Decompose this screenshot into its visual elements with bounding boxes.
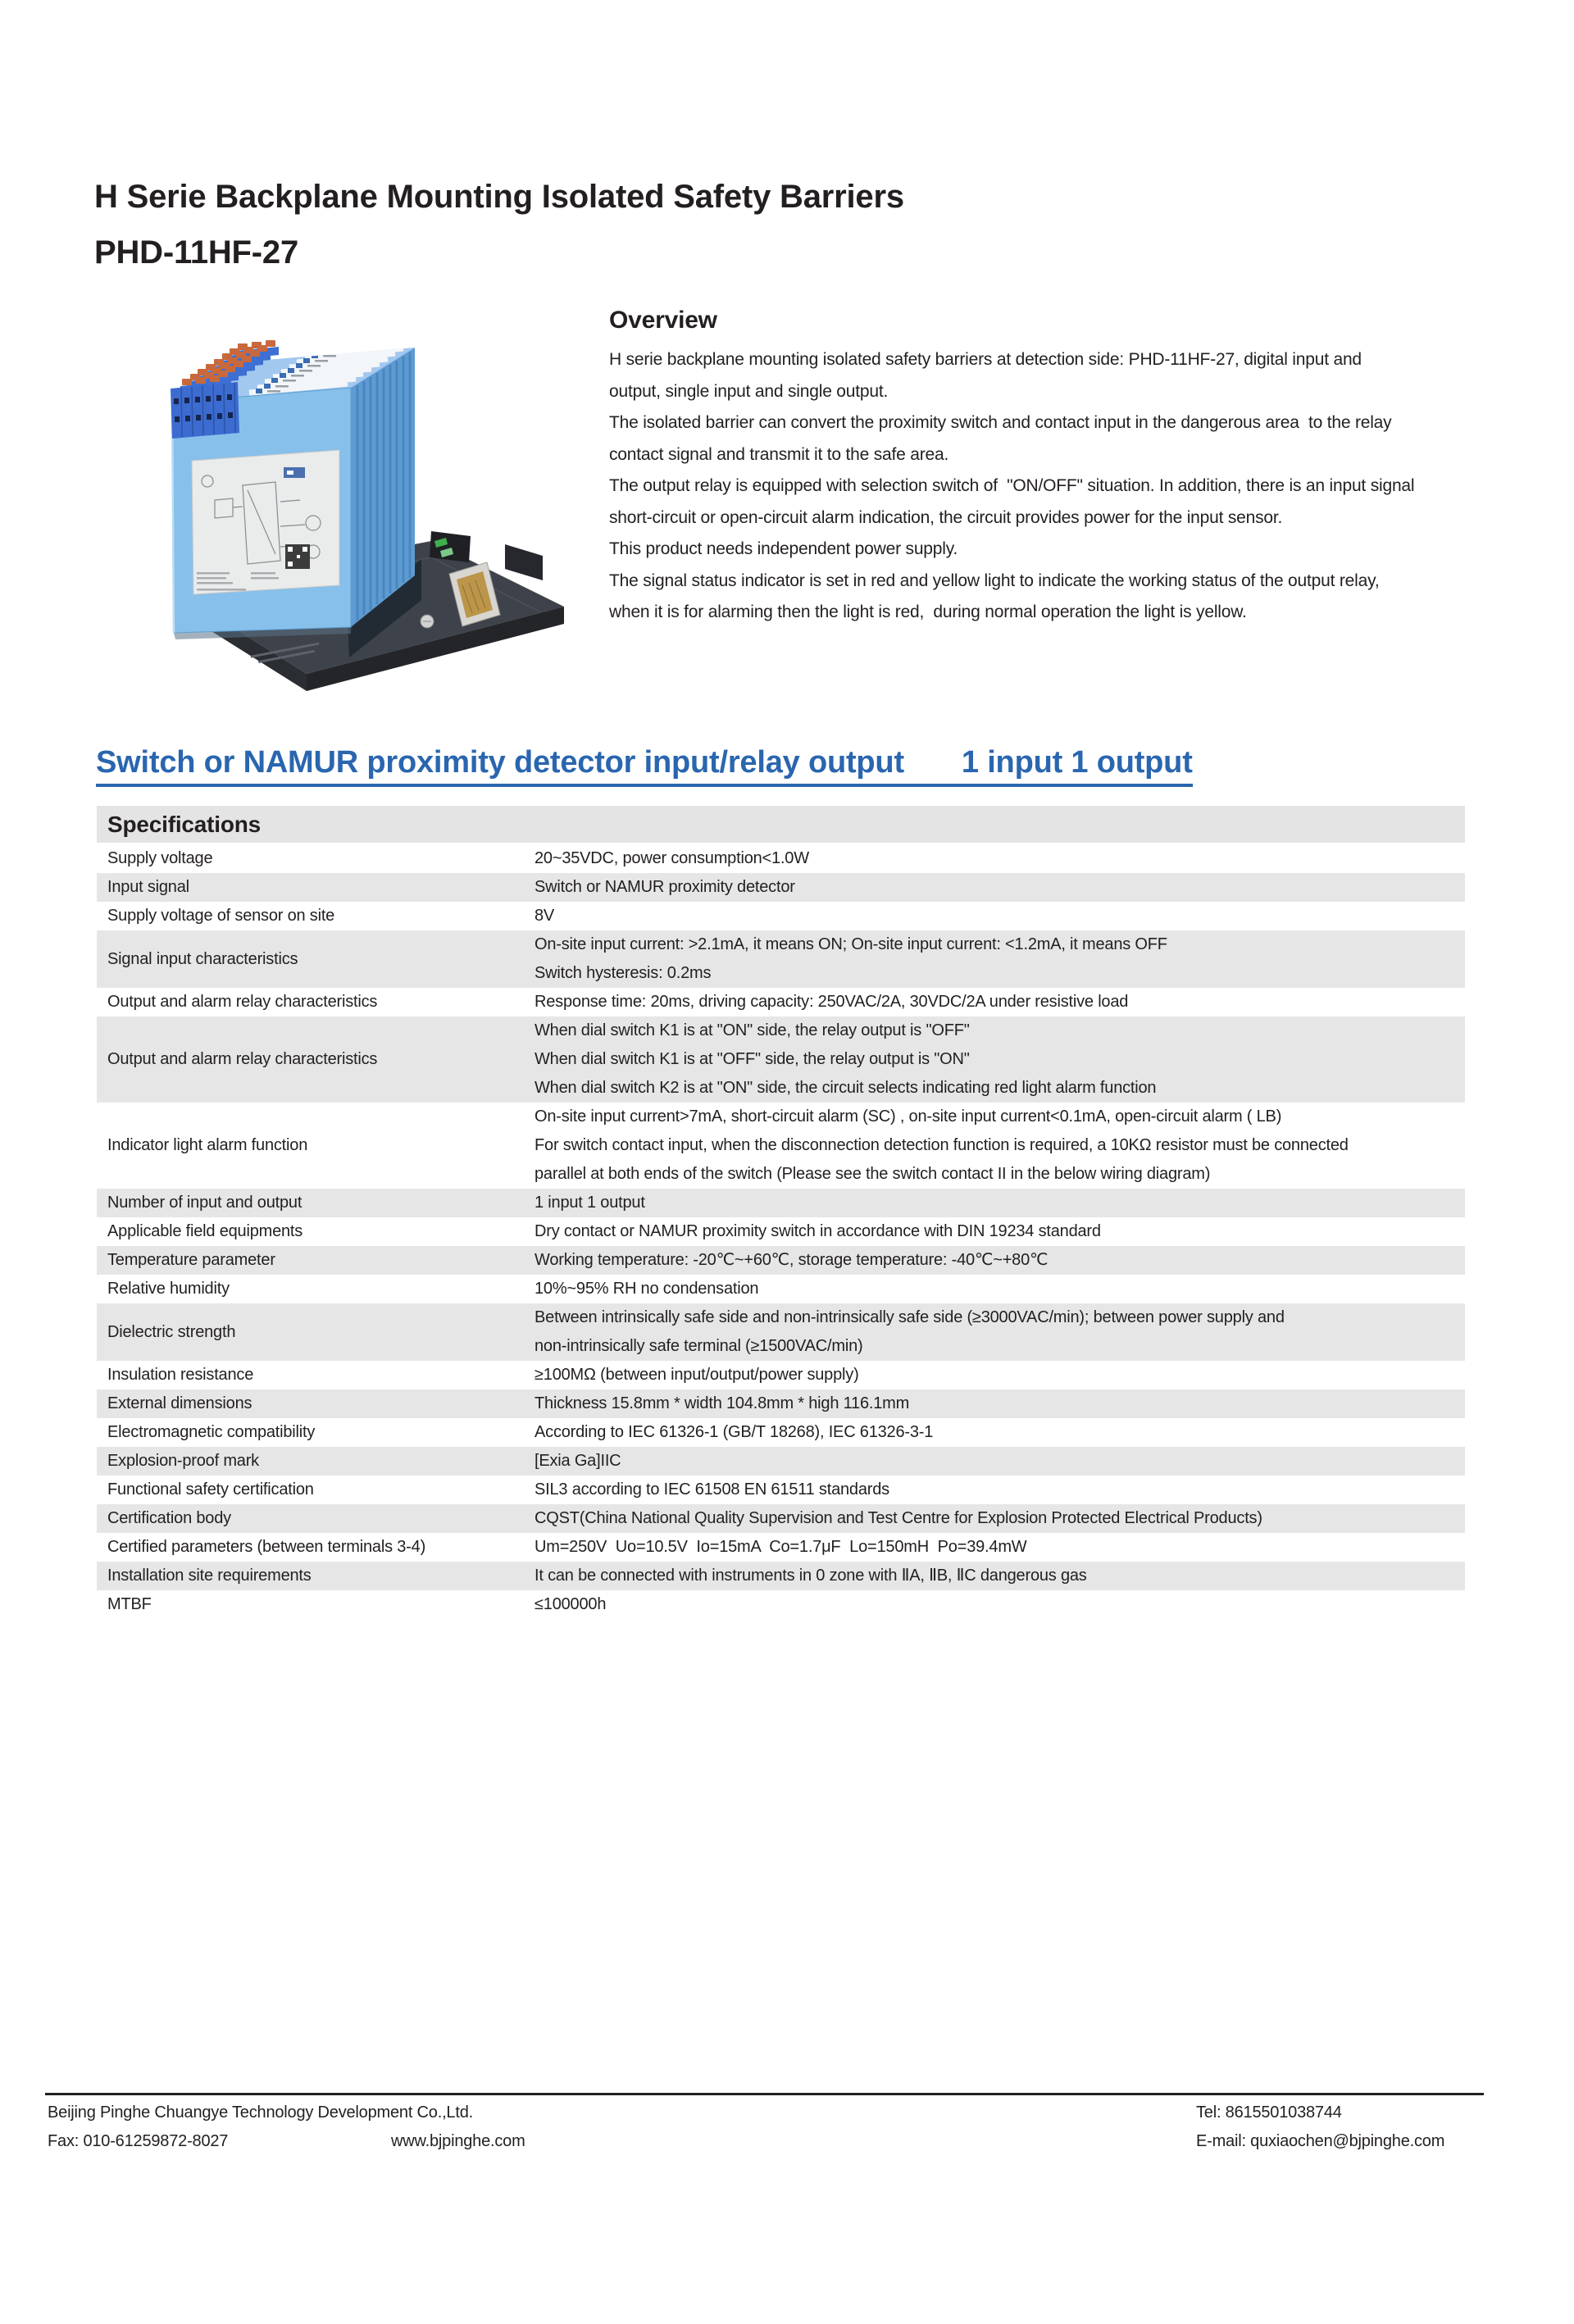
spec-row-value (535, 1533, 1026, 1562)
overview-paragraph: The signal status indicator is set in red and yellow light to indicate the working status of the output relay, when it is for alarming then the light is red, during normal operation the light is yellow. (609, 571, 1385, 621)
spec-row-value (535, 1476, 889, 1504)
spec-row-label: Electromagnetic compatibility (107, 1423, 316, 1441)
spec-row (97, 1016, 1465, 1103)
spec-row-label: External dimensions (107, 1394, 252, 1412)
spec-row-label: Certified parameters (between terminals 3-4) (107, 1538, 426, 1556)
spec-row (97, 902, 1465, 930)
spec-value-line: ≤100000h (535, 1595, 607, 1613)
front-label (192, 450, 339, 594)
spec-row-value (535, 1389, 909, 1418)
specifications-rows (97, 844, 1465, 1619)
footer-fax: Fax: 010-61259872-8027 (48, 2132, 229, 2150)
spec-row (97, 1303, 1465, 1361)
spec-value-line: 8V (535, 907, 555, 925)
spec-row (97, 1533, 1465, 1562)
spec-row-label: Temperature parameter (107, 1251, 275, 1269)
overview-paragraph: The output relay is equipped with selection switch of "ON/OFF" situation. In addition, there is an input signal short-circuit or open-circuit alarm indication, the circuit provides power for the input sensor. (609, 476, 1420, 527)
spec-row-value (535, 1418, 933, 1447)
spec-row-label: Installation site requirements (107, 1567, 312, 1585)
spec-row (97, 988, 1465, 1016)
spec-value-line: Thickness 15.8mm * width 104.8mm * high 116.1mm (535, 1394, 910, 1412)
module-stack (171, 340, 415, 639)
qr-code (285, 544, 310, 569)
overview-paragraph: H serie backplane mounting isolated safety barriers at detection side: PHD-11HF-27, digital input and output, single input and single output. (609, 350, 1367, 401)
spec-row-value (535, 844, 809, 873)
footer-tel: Tel: 8615501038744 (1196, 2103, 1342, 2122)
spec-value-line: On-site input current>7mA, short-circuit alarm (SC) , on-site input current<0.1mA, open-circuit alarm ( LB) (535, 1107, 1282, 1126)
spec-row-label: Explosion-proof mark (107, 1452, 259, 1470)
spec-row-value (535, 988, 1128, 1016)
spec-value-line: Switch hysteresis: 0.2ms (535, 964, 712, 982)
spec-row (97, 1246, 1465, 1275)
spec-row-label: Number of input and output (107, 1194, 303, 1212)
spec-row-value (535, 1275, 758, 1303)
spec-value-line: When dial switch K1 is at "OFF" side, the relay output is "ON" (535, 1050, 970, 1068)
section-heading (96, 746, 1193, 787)
spec-row-label: Supply voltage of sensor on site (107, 907, 335, 925)
footer-company: Beijing Pinghe Chuangye Technology Development Co.,Ltd. (48, 2103, 473, 2122)
spec-value-line: ≥100MΩ (between input/output/power supply) (535, 1366, 859, 1384)
spec-row (97, 873, 1465, 902)
spec-value-line: Response time: 20ms, driving capacity: 250VAC/2A, 30VDC/2A under resistive load (535, 993, 1129, 1011)
spec-row-value (535, 1447, 621, 1476)
spec-row (97, 1562, 1465, 1590)
footer-website[interactable]: www.bjpinghe.com (391, 2132, 525, 2150)
spec-value-line: For switch contact input, when the disconnection detection function is required, a 10KΩ resistor must be connected (535, 1136, 1349, 1154)
spec-row-label: Functional safety certification (107, 1480, 314, 1499)
spec-row-value (535, 1562, 1087, 1590)
footer-email[interactable]: E-mail: quxiaochen@bjpinghe.com (1196, 2132, 1445, 2150)
overview-heading: Overview (609, 307, 717, 334)
spec-row-value (535, 1103, 1349, 1189)
spec-row (97, 1217, 1465, 1246)
spec-row-value (535, 1016, 1156, 1103)
spec-row (97, 1504, 1465, 1533)
spec-row-value (535, 1590, 606, 1619)
spec-row (97, 1590, 1465, 1619)
spec-row (97, 1447, 1465, 1476)
spec-value-line: Dry contact or NAMUR proximity switch in accordance with DIN 19234 standard (535, 1222, 1101, 1240)
spec-row (97, 1418, 1465, 1447)
spec-value-line: non-intrinsically safe terminal (≥1500VAC/min) (535, 1337, 863, 1355)
spec-row-label: Applicable field equipments (107, 1222, 303, 1240)
spec-row-value (535, 1189, 645, 1217)
spec-row-label: Certification body (107, 1509, 231, 1527)
footer-divider (45, 2093, 1484, 2095)
spec-row-value (535, 1246, 1048, 1275)
spec-row-label: Supply voltage (107, 849, 213, 867)
spec-value-line: According to IEC 61326-1 (GB/T 18268), IEC 61326-3-1 (535, 1423, 934, 1441)
spec-row-value (535, 873, 795, 902)
spec-row-label: Indicator light alarm function (107, 1136, 308, 1154)
spec-row-label: Input signal (107, 878, 189, 896)
brand-logo (284, 467, 305, 478)
spec-row-value (535, 1303, 1285, 1361)
spec-value-line: On-site input current: >2.1mA, it means ON; On-site input current: <1.2mA, it means OFF (535, 935, 1167, 953)
spec-row-value (535, 1504, 1262, 1533)
spec-value-line: 10%~95% RH no condensation (535, 1280, 759, 1298)
spec-value-line: SIL3 according to IEC 61508 EN 61511 standards (535, 1480, 889, 1499)
spec-row (97, 1361, 1465, 1389)
overview-paragraph: The isolated barrier can convert the proximity switch and contact input in the dangerous area to the relay contact signal and transmit it to the safe area. (609, 413, 1397, 464)
spec-value-line: It can be connected with instruments in 0 zone with ⅡA, ⅡB, ⅡC dangerous gas (535, 1567, 1087, 1585)
spec-value-line: Switch or NAMUR proximity detector (535, 878, 795, 896)
section-heading-left: Switch or NAMUR proximity detector input/relay output (96, 745, 904, 780)
spec-row-label: Output and alarm relay characteristics (107, 993, 378, 1011)
spec-row-value (535, 1217, 1101, 1246)
spec-value-line: Between intrinsically safe side and non-intrinsically safe side (≥3000VAC/min); between power supply and (535, 1308, 1285, 1326)
spec-value-line: Working temperature: -20℃~+60℃, storage temperature: -40℃~+80℃ (535, 1251, 1049, 1269)
overview-section (609, 307, 1420, 629)
spec-value-line: Um=250V Uo=10.5V Io=15mA Co=1.7μF Lo=150mH Po=39.4mW (535, 1538, 1027, 1556)
spec-row-label: Relative humidity (107, 1280, 230, 1298)
spec-row-label: MTBF (107, 1595, 152, 1613)
page-title: H Serie Backplane Mounting Isolated Safety Barriers (94, 179, 904, 215)
spec-row-label: Dielectric strength (107, 1322, 236, 1341)
spec-value-line: [Exia Ga]IIC (535, 1452, 621, 1470)
spec-row-label: Signal input characteristics (107, 949, 298, 968)
spec-row (97, 1476, 1465, 1504)
spec-row-value (535, 902, 554, 930)
specifications-header: Specifications (97, 806, 1465, 843)
specifications-table (97, 806, 1465, 1619)
spec-value-line: When dial switch K1 is at "ON" side, the relay output is "OFF" (535, 1021, 970, 1039)
spec-row-label: Insulation resistance (107, 1366, 254, 1384)
spec-row-label: Output and alarm relay characteristics (107, 1050, 378, 1068)
terminal-front-faces (171, 382, 239, 439)
spec-row-value (535, 930, 1167, 988)
page-subtitle: PHD-11HF-27 (94, 234, 298, 271)
spec-value-line: CQST(China National Quality Supervision and Test Centre for Explosion Protected Electrical Products) (535, 1509, 1262, 1527)
product-photo (161, 330, 575, 694)
overview-paragraphs (609, 344, 1420, 629)
spec-row (97, 844, 1465, 873)
spec-row (97, 1189, 1465, 1217)
section-heading-right: 1 input 1 output (961, 745, 1193, 780)
spec-row (97, 1103, 1465, 1189)
spec-row (97, 1275, 1465, 1303)
spec-row (97, 1389, 1465, 1418)
spec-value-line: parallel at both ends of the switch (Please see the switch contact II in the below wiring diagram) (535, 1165, 1211, 1183)
overview-paragraph: This product needs independent power supply. (609, 539, 958, 558)
spec-row (97, 930, 1465, 988)
spec-value-line: 20~35VDC, power consumption<1.0W (535, 849, 809, 867)
spec-row-value (535, 1361, 859, 1389)
spec-value-line: 1 input 1 output (535, 1194, 645, 1212)
spec-value-line: When dial switch K2 is at "ON" side, the circuit selects indicating red light alarm function (535, 1079, 1157, 1097)
